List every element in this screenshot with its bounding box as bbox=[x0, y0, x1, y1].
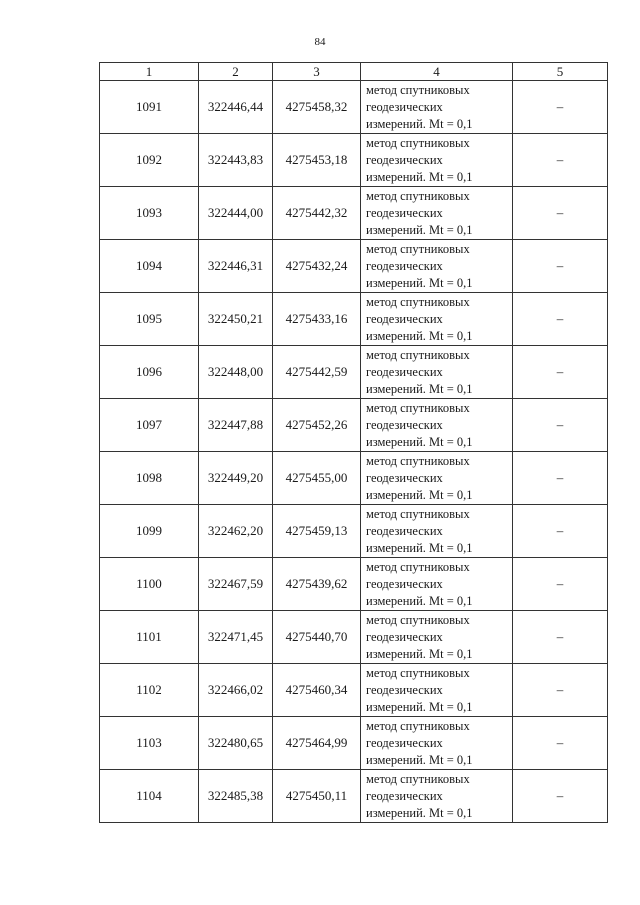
y-coordinate-cell: 4275452,26 bbox=[273, 399, 361, 452]
note-cell: – bbox=[513, 452, 608, 505]
method-text-line: метод спутниковых bbox=[366, 665, 470, 680]
table-row bbox=[100, 611, 608, 664]
method-cell bbox=[361, 187, 513, 240]
table-row bbox=[100, 81, 608, 134]
method-text-line: измерений. Mt = 0,1 bbox=[366, 169, 473, 184]
method-cell bbox=[361, 611, 513, 664]
point-number-cell: 1100 bbox=[100, 558, 199, 611]
method-text-line: метод спутниковых bbox=[366, 559, 470, 574]
method-text-line: измерений. Mt = 0,1 bbox=[366, 487, 473, 502]
method-text-line: метод спутниковых bbox=[366, 506, 470, 521]
method-text-line: метод спутниковых bbox=[366, 612, 470, 627]
coordinates-table bbox=[99, 62, 608, 823]
method-text-line: геодезических bbox=[366, 311, 443, 326]
method-cell bbox=[361, 770, 513, 823]
method-text-line: геодезических bbox=[366, 470, 443, 485]
method-text-line: метод спутниковых bbox=[366, 453, 470, 468]
method-text-line: геодезических bbox=[366, 629, 443, 644]
point-number-cell: 1098 bbox=[100, 452, 199, 505]
note-cell: – bbox=[513, 664, 608, 717]
method-text-line: геодезических bbox=[366, 735, 443, 750]
y-coordinate-cell: 4275432,24 bbox=[273, 240, 361, 293]
x-coordinate-cell: 322444,00 bbox=[199, 187, 273, 240]
method-text-line: метод спутниковых bbox=[366, 771, 470, 786]
note-cell: – bbox=[513, 187, 608, 240]
x-coordinate-cell: 322480,65 bbox=[199, 717, 273, 770]
point-number-cell: 1091 bbox=[100, 81, 199, 134]
header-col-2: 2 bbox=[199, 63, 273, 81]
method-text-line: метод спутниковых bbox=[366, 294, 470, 309]
x-coordinate-cell: 322462,20 bbox=[199, 505, 273, 558]
method-text-line: метод спутниковых bbox=[366, 82, 470, 97]
method-text-line: метод спутниковых bbox=[366, 135, 470, 150]
method-text-line: геодезических bbox=[366, 205, 443, 220]
method-cell bbox=[361, 81, 513, 134]
note-cell: – bbox=[513, 558, 608, 611]
method-cell bbox=[361, 558, 513, 611]
method-cell bbox=[361, 664, 513, 717]
y-coordinate-cell: 4275455,00 bbox=[273, 452, 361, 505]
y-coordinate-cell: 4275439,62 bbox=[273, 558, 361, 611]
point-number-cell: 1102 bbox=[100, 664, 199, 717]
method-text-line: измерений. Mt = 0,1 bbox=[366, 222, 473, 237]
table-row bbox=[100, 293, 608, 346]
method-text-line: геодезических bbox=[366, 417, 443, 432]
x-coordinate-cell: 322466,02 bbox=[199, 664, 273, 717]
note-cell: – bbox=[513, 134, 608, 187]
method-text-line: измерений. Mt = 0,1 bbox=[366, 752, 473, 767]
note-cell: – bbox=[513, 293, 608, 346]
table-row bbox=[100, 717, 608, 770]
method-text-line: измерений. Mt = 0,1 bbox=[366, 328, 473, 343]
method-text-line: метод спутниковых bbox=[366, 347, 470, 362]
x-coordinate-cell: 322450,21 bbox=[199, 293, 273, 346]
note-cell: – bbox=[513, 611, 608, 664]
note-cell: – bbox=[513, 399, 608, 452]
method-text-line: измерений. Mt = 0,1 bbox=[366, 805, 473, 820]
method-text-line: геодезических bbox=[366, 258, 443, 273]
point-number-cell: 1097 bbox=[100, 399, 199, 452]
note-cell: – bbox=[513, 717, 608, 770]
method-cell bbox=[361, 399, 513, 452]
table-row bbox=[100, 558, 608, 611]
method-text-line: измерений. Mt = 0,1 bbox=[366, 275, 473, 290]
method-text-line: измерений. Mt = 0,1 bbox=[366, 646, 473, 661]
method-cell bbox=[361, 134, 513, 187]
method-text-line: метод спутниковых bbox=[366, 718, 470, 733]
table-row bbox=[100, 346, 608, 399]
table-row bbox=[100, 770, 608, 823]
method-text-line: метод спутниковых bbox=[366, 241, 470, 256]
x-coordinate-cell: 322446,31 bbox=[199, 240, 273, 293]
method-text-line: геодезических bbox=[366, 788, 443, 803]
x-coordinate-cell: 322448,00 bbox=[199, 346, 273, 399]
method-text-line: измерений. Mt = 0,1 bbox=[366, 699, 473, 714]
method-cell bbox=[361, 505, 513, 558]
y-coordinate-cell: 4275464,99 bbox=[273, 717, 361, 770]
note-cell: – bbox=[513, 505, 608, 558]
method-cell bbox=[361, 717, 513, 770]
method-text-line: измерений. Mt = 0,1 bbox=[366, 434, 473, 449]
note-cell: – bbox=[513, 770, 608, 823]
method-text-line: геодезических bbox=[366, 682, 443, 697]
header-col-3: 3 bbox=[273, 63, 361, 81]
note-cell: – bbox=[513, 346, 608, 399]
y-coordinate-cell: 4275442,32 bbox=[273, 187, 361, 240]
x-coordinate-cell: 322447,88 bbox=[199, 399, 273, 452]
method-text-line: геодезических bbox=[366, 576, 443, 591]
x-coordinate-cell: 322467,59 bbox=[199, 558, 273, 611]
method-text-line: измерений. Mt = 0,1 bbox=[366, 593, 473, 608]
note-cell: – bbox=[513, 240, 608, 293]
y-coordinate-cell: 4275458,32 bbox=[273, 81, 361, 134]
point-number-cell: 1103 bbox=[100, 717, 199, 770]
x-coordinate-cell: 322471,45 bbox=[199, 611, 273, 664]
header-col-1: 1 bbox=[100, 63, 199, 81]
table-row bbox=[100, 505, 608, 558]
y-coordinate-cell: 4275453,18 bbox=[273, 134, 361, 187]
method-text-line: геодезических bbox=[366, 364, 443, 379]
table-row bbox=[100, 240, 608, 293]
x-coordinate-cell: 322446,44 bbox=[199, 81, 273, 134]
method-text-line: измерений. Mt = 0,1 bbox=[366, 116, 473, 131]
point-number-cell: 1104 bbox=[100, 770, 199, 823]
method-text-line: измерений. Mt = 0,1 bbox=[366, 381, 473, 396]
x-coordinate-cell: 322449,20 bbox=[199, 452, 273, 505]
y-coordinate-cell: 4275440,70 bbox=[273, 611, 361, 664]
method-cell bbox=[361, 240, 513, 293]
table-row bbox=[100, 187, 608, 240]
method-text-line: геодезических bbox=[366, 523, 443, 538]
header-col-4: 4 bbox=[361, 63, 513, 81]
y-coordinate-cell: 4275442,59 bbox=[273, 346, 361, 399]
point-number-cell: 1096 bbox=[100, 346, 199, 399]
table-row bbox=[100, 134, 608, 187]
method-text-line: измерений. Mt = 0,1 bbox=[366, 540, 473, 555]
method-text-line: геодезических bbox=[366, 99, 443, 114]
method-text-line: метод спутниковых bbox=[366, 188, 470, 203]
point-number-cell: 1094 bbox=[100, 240, 199, 293]
page-number: 84 bbox=[314, 36, 326, 48]
point-number-cell: 1093 bbox=[100, 187, 199, 240]
point-number-cell: 1099 bbox=[100, 505, 199, 558]
method-cell bbox=[361, 452, 513, 505]
y-coordinate-cell: 4275450,11 bbox=[273, 770, 361, 823]
table-header-row bbox=[100, 63, 608, 81]
point-number-cell: 1095 bbox=[100, 293, 199, 346]
method-text-line: метод спутниковых bbox=[366, 400, 470, 415]
method-cell bbox=[361, 293, 513, 346]
x-coordinate-cell: 322485,38 bbox=[199, 770, 273, 823]
point-number-cell: 1101 bbox=[100, 611, 199, 664]
table-body bbox=[100, 81, 608, 823]
y-coordinate-cell: 4275460,34 bbox=[273, 664, 361, 717]
y-coordinate-cell: 4275433,16 bbox=[273, 293, 361, 346]
y-coordinate-cell: 4275459,13 bbox=[273, 505, 361, 558]
x-coordinate-cell: 322443,83 bbox=[199, 134, 273, 187]
table-row bbox=[100, 452, 608, 505]
method-text-line: геодезических bbox=[366, 152, 443, 167]
table-row bbox=[100, 399, 608, 452]
note-cell: – bbox=[513, 81, 608, 134]
point-number-cell: 1092 bbox=[100, 134, 199, 187]
table-row bbox=[100, 664, 608, 717]
method-cell bbox=[361, 346, 513, 399]
header-col-5: 5 bbox=[513, 63, 608, 81]
